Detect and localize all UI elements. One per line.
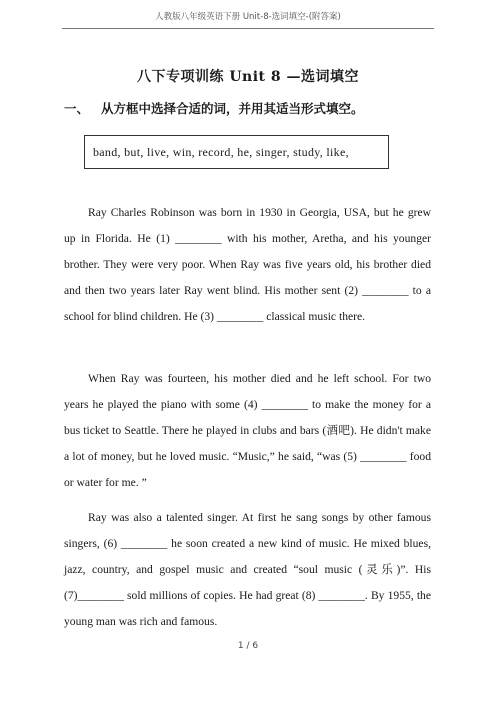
section-heading — [64, 99, 364, 117]
paragraph-2 — [64, 366, 431, 496]
page-number: 1 / 6 — [237, 641, 259, 651]
paragraph-text: Ray Charles Robinson was born in 1930 in Georgia, USA, but he grew up in Florida. He (1) ________ with his mother, Aretha, and his younger brother. They were very poor. When Ray was five years old, his brother died and then two years later Ray went blind. His mother sent (2) ________ to a school for blind children. He (3) ________ classical music there. — [64, 206, 431, 323]
document-title: 八下专项训练 Unit 8 —选词填空 — [136, 69, 360, 85]
paragraph-text: When Ray was fourteen, his mother died and he left school. For two years he played the piano with some (4) ________ to make the money for a bus ticket to Seattle. There he played in clubs and bars (酒吧). He didn't make a lot of money, but he loved music. “Music,” he said, “was (5) ________ food or water for me. ” — [64, 372, 431, 489]
paragraph-1 — [64, 200, 431, 330]
section-instruction: 从方框中选择合适的词，并用其适当形式填空。 — [101, 101, 364, 116]
header-divider — [62, 28, 434, 29]
paragraph-3 — [64, 505, 431, 635]
paragraph-text: Ray was also a talented singer. At first he sang songs by other famous singers, (6) ________ he soon created a new kind of music. He mixed blues, jazz, country, and gospel music and created “soul music (灵乐)”. His (7)________ sold millions of copies. He had great (8) ________. By 1955, the young man was rich and famous. — [64, 511, 431, 628]
page-header — [0, 0, 496, 32]
header-title: 人教版八年级英语下册 Unit-8-选词填空-(附答案) — [155, 12, 341, 22]
section-number: 一、 — [64, 101, 90, 116]
word-box: band, but, live, win, record, he, singer, study, like, — [84, 135, 389, 169]
